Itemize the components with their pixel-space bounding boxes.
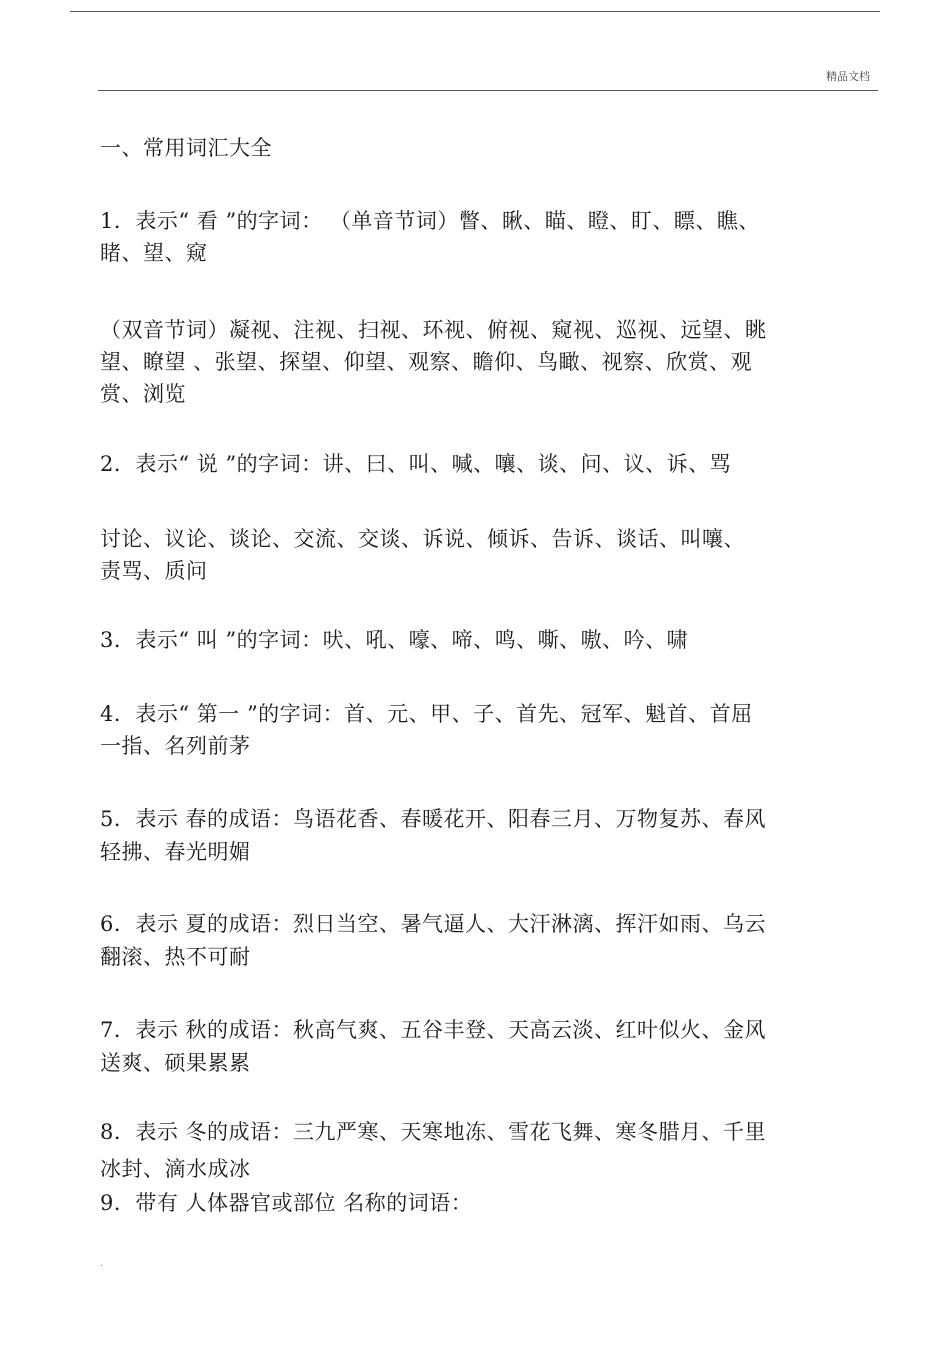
header-label: 精品文档 (826, 70, 870, 83)
section-2-line-1: 2．表示“ 说 ”的字词：讲、曰、叫、喊、嚷、谈、问、议、诉、骂 (100, 452, 732, 476)
section-1b-line-1: （双音节词）凝视、注视、扫视、环视、俯视、窥视、巡视、远望、眺 (100, 318, 767, 342)
section-7-line-2: 送爽、硕果累累 (100, 1051, 251, 1075)
section-1b-line-2: 望、瞭望 、张望、探望、仰望、观察、瞻仰、鸟瞰、视察、欣赏、观 (100, 350, 753, 374)
section-8-line-1: 8．表示 冬的成语：三九严寒、天寒地冻、雪花飞舞、寒冬腊月、千里 (100, 1120, 767, 1144)
section-2b-line-1: 讨论、议论、谈论、交流、交谈、诉说、倾诉、告诉、谈话、叫嚷、 (100, 527, 745, 551)
section-4-line-2: 一指、名列前茅 (100, 734, 251, 758)
section-5-line-1: 5．表示 春的成语：鸟语花香、春暖花开、阳春三月、万物复苏、春风 (100, 807, 767, 831)
section-1b-line-3: 赏、浏览 (100, 382, 186, 406)
section-2b-line-2: 责骂、质问 (100, 559, 208, 583)
section-6-line-2: 翻滚、热不可耐 (100, 945, 251, 969)
top-rule (70, 11, 880, 12)
footer-mark: . (100, 1258, 104, 1269)
section-6-line-1: 6．表示 夏的成语：烈日当空、暑气逼人、大汗淋漓、挥汗如雨、乌云 (100, 912, 767, 936)
section-9-line-1: 9．带有 人体器官或部位 名称的词语： (100, 1191, 473, 1215)
document-title: 一、常用词汇大全 (100, 136, 272, 160)
section-5-line-2: 轻拂、春光明媚 (100, 840, 251, 864)
section-1-line-2: 睹、望、窥 (100, 241, 208, 265)
section-8-line-2: 冰封、滴水成冰 (100, 1157, 251, 1181)
section-4-line-1: 4．表示“ 第一 ”的字词：首、元、甲、子、首先、冠军、魁首、首屈 (100, 702, 753, 726)
header-rule (98, 90, 878, 91)
section-1-line-1: 1．表示“ 看 ”的字词： （单音节词）瞥、瞅、瞄、瞪、盯、瞟、瞧、 (100, 209, 760, 233)
section-3-line-1: 3．表示“ 叫 ”的字词：吠、吼、嚎、啼、鸣、嘶、嗷、吟、啸 (100, 628, 689, 652)
section-7-line-1: 7．表示 秋的成语：秋高气爽、五谷丰登、天高云淡、红叶似火、金风 (100, 1018, 767, 1042)
